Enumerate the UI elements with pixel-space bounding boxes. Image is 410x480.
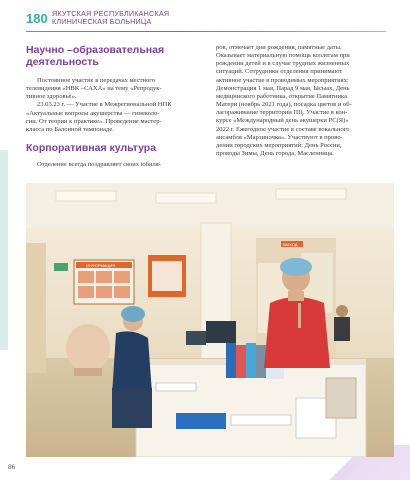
left-column [26, 44, 206, 169]
paragraph-tv: Постоянное участие в передачах местного телевидения «НВК –САХА» на тему «Репродук- тивное здоровье». [26, 77, 162, 101]
header-divider [26, 31, 386, 32]
page-number: 86 [8, 464, 16, 471]
hospital-name [52, 10, 169, 26]
right-column [216, 44, 394, 158]
chair [66, 324, 110, 372]
svg-text:ВЫХОД: ВЫХОД [283, 242, 298, 247]
monitor [206, 321, 236, 343]
office-photo [26, 183, 394, 457]
left-accent-bar [0, 150, 8, 350]
info-board-title: ИНФОРМАЦИЯ [86, 263, 116, 268]
logo-text: 180 [26, 11, 48, 26]
wall-sign [54, 263, 68, 271]
paragraph-corporate: Отделение всегда поздравляет своих юбиля- [37, 161, 161, 169]
paragraph-corporate-continued: ров, отмечает дни рождения, памятные даты. Оказывает материальную помощь коллегам при рождении детей и в случае трудных жизненных ситуаций. Сотрудники отделения принимают активное участие в проводимых мероприятиях: Демонстрация 1 мая, Парад 9 мая, Ысыах, День медицинского работника, открытие Памятника Матери (ноябрь 2021 года), посадка цветов и об- лагораживание территории ПЦ. Участие в кон- курсе «Международный день акушерки РС(Я)» 2022 г. Ежегодное участие в составе вокального ансамбля «Марзиночка». Участвуют в прове- дении городских мероприятий: День России, проводы Зимы, День города, Масленница. [216, 44, 352, 158]
heading-science: Научно –образовательная деятельность [26, 44, 165, 68]
folder [226, 343, 236, 378]
page-header [0, 0, 410, 36]
hospital-name-line1: ЯКУТСКАЯ РЕСПУБЛИКАНСКАЯ [52, 9, 170, 18]
hospital-logo-icon [26, 10, 48, 26]
blue-folder [176, 413, 226, 429]
hospital-name-line2: КЛИНИЧЕСКАЯ БОЛЬНИЦА [52, 17, 152, 26]
bin [326, 378, 356, 418]
heading-corporate: Корпоративная культура [26, 142, 157, 155]
paragraph-npk: 23.03.23 г. — Участие в Межрегиональной НПК «Актуальные вопросы акушерства — гинеколо- гии. От теории к практике». Проведение мастер- класса по Балонной тампонаде. [26, 101, 172, 133]
